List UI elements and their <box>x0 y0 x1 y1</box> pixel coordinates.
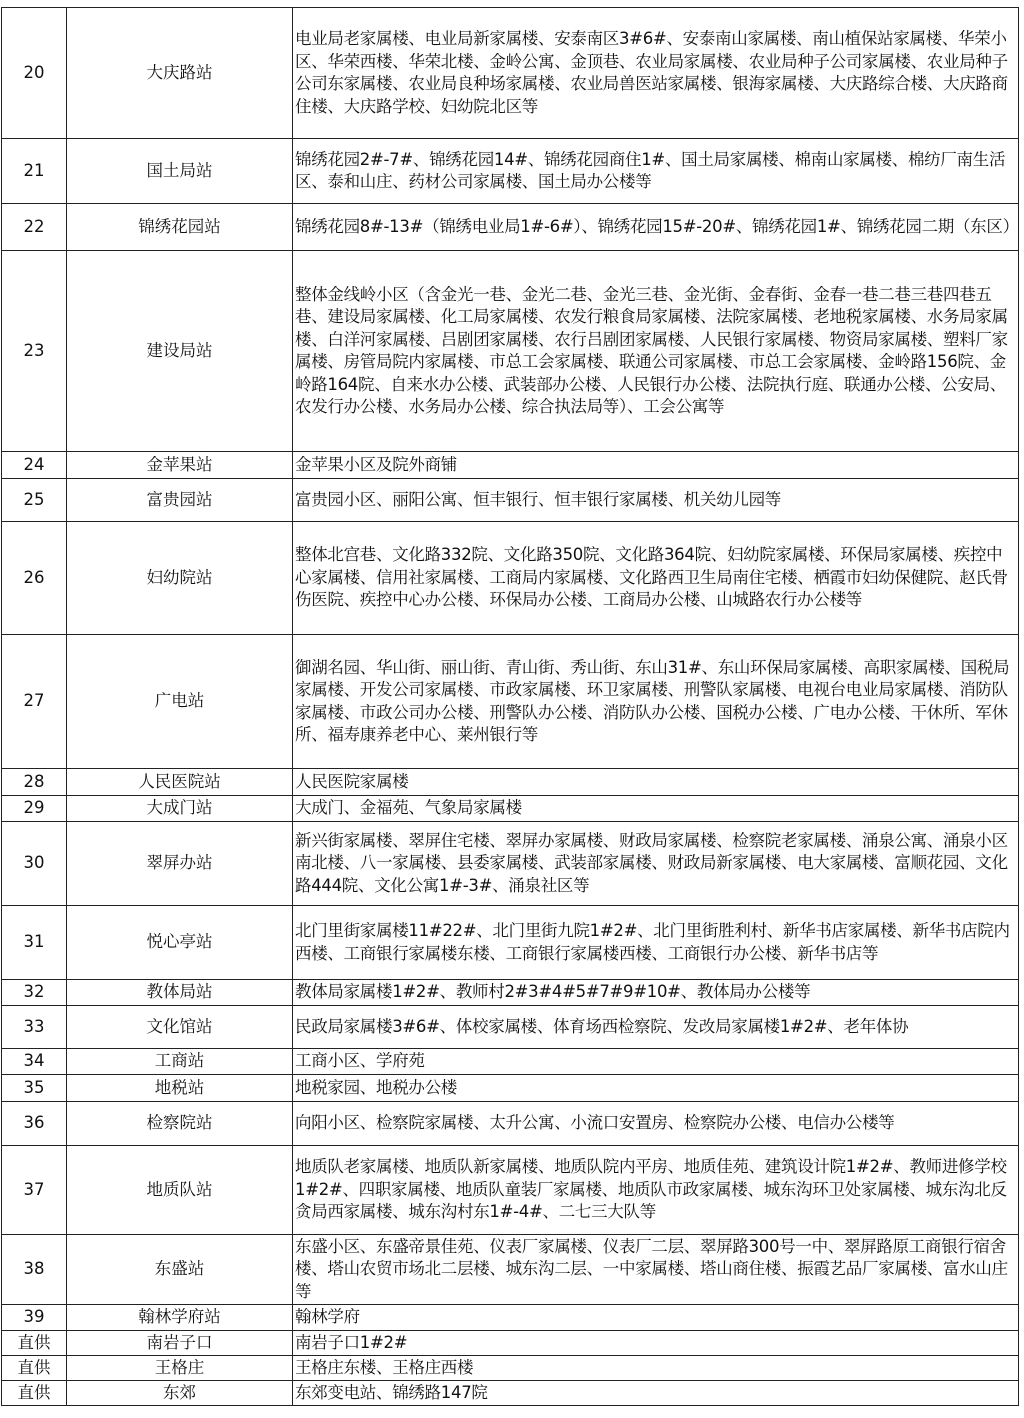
row-number: 31 <box>2 906 67 980</box>
service-area: 御湖名园、华山街、丽山街、青山街、秀山街、东山31#、东山环保局家属楼、高职家属楼、国税局家属楼、开发公司家属楼、市政家属楼、环卫家属楼、刑警队家属楼、电视台电业局家属楼、消防队家属楼、市政公司办公楼、刑警队办公楼、消防队办公楼、国税办公楼、广电办公楼、干休所、军休所、福寿康养老中心、莱州银行等 <box>293 635 1019 769</box>
service-area: 整体金线岭小区（含金光一巷、金光二巷、金光三巷、金光街、金春街、金春一巷二巷三巷四巷五巷、建设局家属楼、化工局家属楼、农发行粮食局家属楼、法院家属楼、老地税家属楼、水务局家属楼、白洋河家属楼、吕剧团家属楼、农行吕剧团家属楼、人民银行家属楼、物资局家属楼、塑料厂家属楼、房管局院内家属楼、市总工会家属楼、联通公司家属楼、市总工会家属楼、金岭路156院、金岭路164院、自来水办公楼、武装部办公楼、人民银行办公楼、法院执行庭、联通办公楼、公安局、农发行办公楼、水务局办公楼、综合执法局等）、工会公寓等 <box>293 251 1019 452</box>
station-name: 广电站 <box>67 635 293 769</box>
table-row <box>2 479 1019 522</box>
row-number: 32 <box>2 980 67 1006</box>
table-row <box>2 1235 1019 1305</box>
service-area: 电业局老家属楼、电业局新家属楼、安泰南区3#6#、安泰南山家属楼、南山植保站家属楼、华荣小区、华荣西楼、华荣北楼、金岭公寓、金顶巷、农业局家属楼、农业局种子公司家属楼、农业局种子公司东家属楼、农业局良种场家属楼、农业局兽医站家属楼、银海家属楼、大庆路综合楼、大庆路商住楼、大庆路学校、妇幼院北区等 <box>293 8 1019 139</box>
row-number: 直供 <box>2 1381 67 1406</box>
station-name: 翰林学府站 <box>67 1305 293 1331</box>
station-name: 人民医院站 <box>67 769 293 796</box>
table-row <box>2 452 1019 479</box>
table-row <box>2 204 1019 251</box>
station-name: 检察院站 <box>67 1102 293 1146</box>
station-name: 富贵园站 <box>67 479 293 522</box>
table-row <box>2 8 1019 139</box>
station-name: 大成门站 <box>67 796 293 822</box>
row-number: 29 <box>2 796 67 822</box>
row-number: 34 <box>2 1049 67 1075</box>
table-row <box>2 1075 1019 1102</box>
table-row <box>2 1305 1019 1331</box>
table-row <box>2 1049 1019 1075</box>
row-number: 21 <box>2 139 67 204</box>
service-area: 锦绣花园2#-7#、锦绣花园14#、锦绣花园商住1#、国土局家属楼、棉南山家属楼、棉纺厂南生活区、泰和山庄、药材公司家属楼、国土局办公楼等 <box>293 139 1019 204</box>
table-row <box>2 769 1019 796</box>
service-area: 南岩子口1#2# <box>293 1331 1019 1356</box>
table-row <box>2 522 1019 635</box>
station-name: 工商站 <box>67 1049 293 1075</box>
station-name: 悦心亭站 <box>67 906 293 980</box>
row-number: 直供 <box>2 1331 67 1356</box>
row-number: 28 <box>2 769 67 796</box>
station-name: 南岩子口 <box>67 1331 293 1356</box>
row-number: 38 <box>2 1235 67 1305</box>
row-number: 30 <box>2 822 67 906</box>
station-name: 锦绣花园站 <box>67 204 293 251</box>
row-number: 20 <box>2 8 67 139</box>
station-name: 文化馆站 <box>67 1006 293 1049</box>
table-row <box>2 1102 1019 1146</box>
service-area: 金苹果小区及院外商铺 <box>293 452 1019 479</box>
service-area: 工商小区、学府苑 <box>293 1049 1019 1075</box>
row-number: 25 <box>2 479 67 522</box>
row-number: 27 <box>2 635 67 769</box>
station-name: 建设局站 <box>67 251 293 452</box>
row-number: 24 <box>2 452 67 479</box>
service-area: 新兴街家属楼、翠屏住宅楼、翠屏办家属楼、财政局家属楼、检察院老家属楼、涌泉公寓、涌泉小区南北楼、八一家属楼、县委家属楼、武装部家属楼、财政局新家属楼、电大家属楼、富顺花园、文化路444院、文化公寓1#-3#、涌泉社区等 <box>293 822 1019 906</box>
service-area: 东郊变电站、锦绣路147院 <box>293 1381 1019 1406</box>
station-name: 国土局站 <box>67 139 293 204</box>
table-row <box>2 635 1019 769</box>
service-area: 地税家园、地税办公楼 <box>293 1075 1019 1102</box>
station-service-area-table <box>1 7 1019 1406</box>
station-name: 教体局站 <box>67 980 293 1006</box>
table-row <box>2 1146 1019 1235</box>
service-area: 地质队老家属楼、地质队新家属楼、地质队院内平房、地质佳苑、建筑设计院1#2#、教师进修学校1#2#、四职家属楼、地质队童装厂家属楼、地质队市政家属楼、城东沟环卫处家属楼、城东沟北反贪局西家属楼、城东沟村东1#-4#、二七三大队等 <box>293 1146 1019 1235</box>
table-row <box>2 139 1019 204</box>
table-row <box>2 1006 1019 1049</box>
service-area: 东盛小区、东盛帝景佳苑、仪表厂家属楼、仪表厂二层、翠屏路300号一中、翠屏路原工商银行宿舍楼、塔山农贸市场北二层楼、城东沟二层、一中家属楼、塔山商住楼、振霞艺品厂家属楼、富水山庄等 <box>293 1235 1019 1305</box>
service-area: 人民医院家属楼 <box>293 769 1019 796</box>
station-name: 东盛站 <box>67 1235 293 1305</box>
service-area: 民政局家属楼3#6#、体校家属楼、体育场西检察院、发改局家属楼1#2#、老年体协 <box>293 1006 1019 1049</box>
row-number: 33 <box>2 1006 67 1049</box>
service-area: 教体局家属楼1#2#、教师村2#3#4#5#7#9#10#、教体局办公楼等 <box>293 980 1019 1006</box>
service-area: 大成门、金福苑、气象局家属楼 <box>293 796 1019 822</box>
table-row <box>2 796 1019 822</box>
row-number: 35 <box>2 1075 67 1102</box>
service-area: 富贵园小区、丽阳公寓、恒丰银行、恒丰银行家属楼、机关幼儿园等 <box>293 479 1019 522</box>
service-area: 翰林学府 <box>293 1305 1019 1331</box>
table-row <box>2 251 1019 452</box>
station-name: 王格庄 <box>67 1356 293 1381</box>
table-row <box>2 980 1019 1006</box>
row-number: 22 <box>2 204 67 251</box>
station-name: 妇幼院站 <box>67 522 293 635</box>
table-row <box>2 1356 1019 1381</box>
service-area: 向阳小区、检察院家属楼、太升公寓、小流口安置房、检察院办公楼、电信办公楼等 <box>293 1102 1019 1146</box>
row-number: 26 <box>2 522 67 635</box>
table-row <box>2 1331 1019 1356</box>
row-number: 39 <box>2 1305 67 1331</box>
station-name: 金苹果站 <box>67 452 293 479</box>
service-area: 锦绣花园8#-13#（锦绣电业局1#-6#）、锦绣花园15#-20#、锦绣花园1#、锦绣花园二期（东区） <box>293 204 1019 251</box>
row-number: 36 <box>2 1102 67 1146</box>
station-name: 地税站 <box>67 1075 293 1102</box>
station-name: 东郊 <box>67 1381 293 1406</box>
table-row <box>2 822 1019 906</box>
row-number: 23 <box>2 251 67 452</box>
service-area: 整体北宫巷、文化路332院、文化路350院、文化路364院、妇幼院家属楼、环保局家属楼、疾控中心家属楼、信用社家属楼、工商局内家属楼、文化路西卫生局南住宅楼、栖霞市妇幼保健院、赵氏骨伤医院、疾控中心办公楼、环保局办公楼、工商局办公楼、山城路农行办公楼等 <box>293 522 1019 635</box>
service-area: 王格庄东楼、王格庄西楼 <box>293 1356 1019 1381</box>
row-number: 37 <box>2 1146 67 1235</box>
service-area: 北门里街家属楼11#22#、北门里街九院1#2#、北门里街胜利村、新华书店家属楼、新华书店院内西楼、工商银行家属楼东楼、工商银行家属楼西楼、工商银行办公楼、新华书店等 <box>293 906 1019 980</box>
row-number: 直供 <box>2 1356 67 1381</box>
table-row <box>2 906 1019 980</box>
table-row <box>2 1381 1019 1406</box>
station-name: 地质队站 <box>67 1146 293 1235</box>
station-name: 大庆路站 <box>67 8 293 139</box>
station-name: 翠屏办站 <box>67 822 293 906</box>
